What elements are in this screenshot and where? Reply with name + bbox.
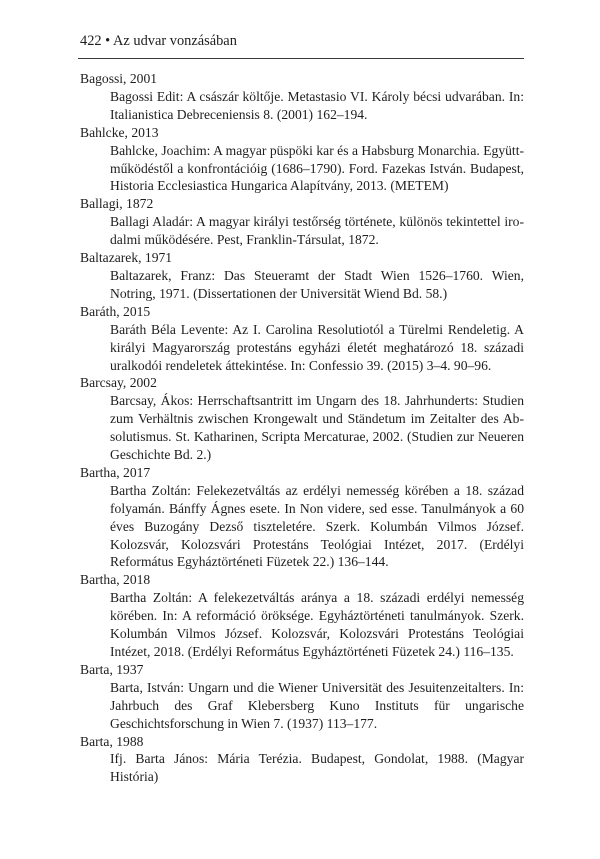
- entry-citation: Barta, István: Ungarn und die Wiener Universität des Jesuitenzeitalters. In: Jahrbuch des Graf Klebersberg Kuno Instituts für ungarische Geschichtsforschung in Wien 7. (1937) 113–177.: [110, 679, 524, 731]
- running-head: 422 • Az udvar vonzásában: [80, 33, 237, 49]
- bibliography-entry: [80, 464, 524, 571]
- entry-citation: Bagossi Edit: A császár költője. Metastasio VI. Károly bécsi udvarában. In: Italianistica Debreceniensis 8. (2001) 162–194.: [110, 88, 524, 122]
- header-rule: [78, 58, 524, 59]
- bibliography-entry: [80, 195, 524, 249]
- bibliography-list: [80, 70, 524, 786]
- bibliography-entry: [80, 733, 524, 787]
- entry-key: Barta, 1937: [80, 661, 144, 677]
- entry-citation: Baltazarek, Franz: Das Steueramt der Stadt Wien 1526–1760. Wien, Notring, 1971. (Dissertationen der Universität Wiend Bd. 58.): [110, 267, 524, 301]
- entry-key: Baltazarek, 1971: [80, 250, 173, 266]
- entry-key: Baráth, 2015: [80, 303, 151, 319]
- entry-key: Barta, 1988: [80, 733, 144, 749]
- bibliography-entry: [80, 374, 524, 464]
- entry-citation: Barcsay, Ákos: Herrschaftsantritt im Ungarn des 18. Jahrhunderts: Studien zum Verhältnis zwischen Krongewalt und Ständetum im Zeitalter des Absolutismus. St. Katharinen, Scripta Mercaturae, 2002. (Studien zur Neueren Geschichte Bd. 2.): [110, 393, 524, 463]
- entry-key: Bagossi, 2001: [80, 71, 158, 86]
- entry-key: Barcsay, 2002: [80, 375, 157, 391]
- bibliography-entry: [80, 571, 524, 661]
- bibliography-entry: [80, 661, 524, 733]
- bibliography-entry: [80, 124, 524, 196]
- entry-key: Bartha, 2018: [80, 572, 151, 588]
- entry-key: Bahlcke, 2013: [80, 124, 159, 140]
- entry-citation: Baráth Béla Levente: Az I. Carolina Resolutiotól a Türelmi Rendeletig. A királyi Magyarország protestáns egyházi életét meghatározó 18. századi uralkodói rendeletek áttekintése. In: Confessio 39. (2015) 3–4. 90–96.: [110, 321, 524, 373]
- entry-citation: Bartha Zoltán: A felekezetváltás aránya a 18. századi erdélyi nemesség körében. In: A reformáció öröksége. Egyháztörténeti tanulmányok. Szerk. Kolumbán Vilmos József. Kolozsvár, Kolozsvári Protestáns Teológiai Intézet, 2018. (Erdélyi Református Egyháztörténeti Füzetek 24.) 116–135.: [110, 590, 524, 659]
- entry-key: Ballagi, 1872: [80, 196, 154, 212]
- bibliography-entry: [80, 70, 524, 124]
- entry-citation: Bartha Zoltán: Felekezetváltás az erdélyi nemesség körében a 18. század folyamán. Bánffy Ágnes esete. In Non videre, sed esse. Tanulmányok a 60 éves Buzogány Dezső tiszteletére. Szerk. Kolumbán Vilmos József. Kolozsvár, Kolozsvári Protestáns Teológiai Intézet, 2017. (Erdélyi Református Egyháztörténeti Füzetek 22.) 136–144.: [110, 482, 524, 570]
- bibliography-entry: [80, 249, 524, 303]
- entry-citation: Ifj. Barta János: Mária Terézia. Budapest, Gondolat, 1988. (Magyar História): [110, 751, 524, 785]
- entry-key: Bartha, 2017: [80, 464, 151, 480]
- entry-citation: Ballagi Aladár: A magyar királyi testőrség története, különös tekintettel irodalmi működésére. Pest, Franklin-Társulat, 1872.: [110, 214, 524, 248]
- bibliography-entry: [80, 303, 524, 375]
- entry-citation: Bahlcke, Joachim: A magyar püspöki kar és a Habsburg Monarchia. Együttműködéstől a konfrontációig (1686–1790). Ford. Fazekas István. Budapest, Historia Ecclesiastica Hungarica Alapítvány, 2013. (METEM): [110, 142, 524, 194]
